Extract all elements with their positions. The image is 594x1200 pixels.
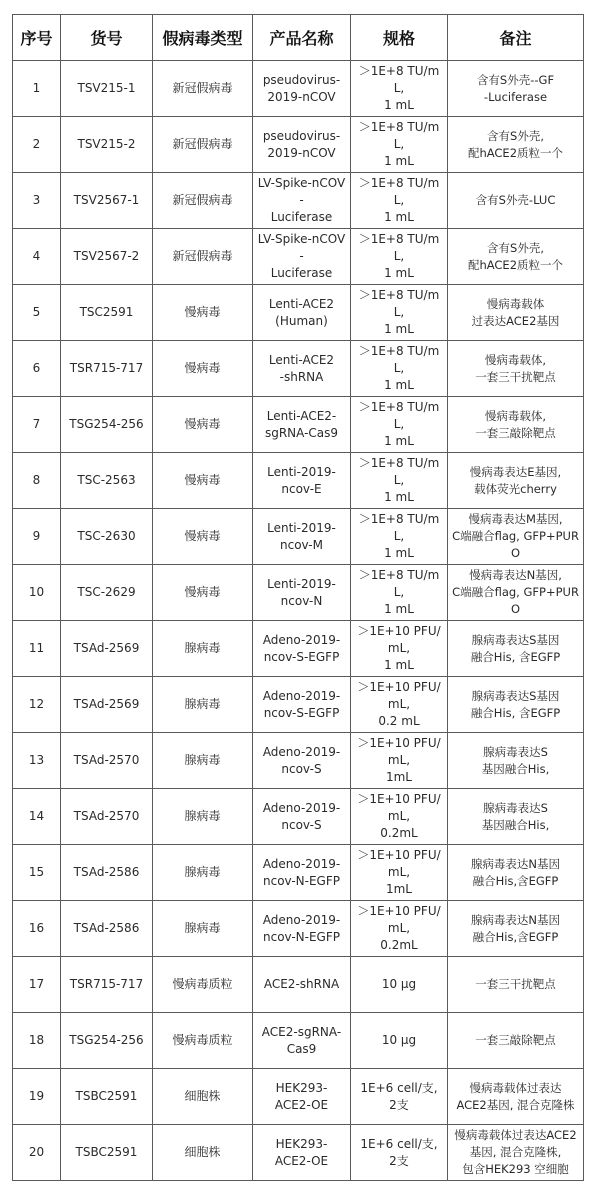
cell-index: 6 (13, 341, 61, 397)
cell-note-line: 配hACE2质粒一个 (467, 145, 564, 160)
cell-product-name-line: pseudovirus- (262, 72, 341, 87)
cell-product-name-line: ncov-N-EGFP (263, 929, 340, 944)
cell-note-line: 腺病毒表达N基因 (470, 912, 561, 927)
table-row (13, 901, 584, 957)
cell-note-line: 慢病毒载体, (484, 352, 547, 367)
cell-spec (351, 845, 448, 901)
cell-product-name-line: sgRNA-Cas9 (264, 425, 339, 440)
cell-note (448, 1069, 584, 1125)
cell-spec-line: ＞1E+10 PFU/mL, (357, 904, 441, 935)
cell-note (448, 845, 584, 901)
cell-spec (351, 789, 448, 845)
cell-product-name-line: LV-Spike-nCOV- (257, 176, 346, 207)
cell-index: 20 (13, 1125, 61, 1181)
cell-spec-line: ＞1E+10 PFU/mL, (357, 848, 441, 879)
cell-spec (351, 509, 448, 565)
cell-product-name (253, 173, 351, 229)
cell-spec-line: ＞1E+8 TU/mL, (358, 64, 440, 95)
cell-product-name (253, 285, 351, 341)
cell-note-line: 基因, 混合克隆株, (469, 1145, 562, 1159)
cell-sku: TSG254-256 (61, 397, 153, 453)
product-table (12, 14, 584, 1181)
cell-sku: TSAd-2569 (61, 677, 153, 733)
cell-product-name-line: ACE2-OE (274, 1097, 329, 1112)
cell-note-line: C端融合flag, GFP+PURO (452, 529, 579, 560)
cell-spec-line: 0.2mL (380, 826, 418, 840)
cell-spec-line: ＞1E+10 PFU/mL, (357, 624, 441, 655)
cell-spec-line: ＞1E+8 TU/mL, (358, 288, 440, 319)
cell-index: 15 (13, 845, 61, 901)
cell-virus-type: 慢病毒质粒 (153, 1013, 253, 1069)
cell-index: 4 (13, 229, 61, 285)
table-row (13, 173, 584, 229)
cell-note-line: 含有S外壳, (487, 128, 544, 143)
table-row (13, 621, 584, 677)
cell-product-name-line: ncov-S-EGFP (263, 649, 340, 664)
cell-product-name (253, 1069, 351, 1125)
cell-virus-type: 细胞株 (153, 1125, 253, 1181)
cell-note-line: 配hACE2质粒一个 (467, 257, 564, 272)
cell-product-name (253, 845, 351, 901)
cell-spec-line: 1 mL (384, 154, 414, 168)
cell-note-line: 过表达ACE2基因 (471, 313, 560, 328)
cell-spec-line: 1mL (385, 882, 412, 896)
cell-note-line: 腺病毒表达S (483, 800, 548, 815)
cell-product-name-line: LV-Spike-nCOV- (257, 232, 346, 263)
cell-note-line: 含有S外壳-LUC (475, 193, 556, 207)
cell-product-name-line: Lenti-ACE2 (268, 296, 335, 311)
cell-virus-type: 新冠假病毒 (153, 117, 253, 173)
cell-index: 5 (13, 285, 61, 341)
cell-product-name-line: Luciferase (270, 266, 333, 280)
cell-note (448, 621, 584, 677)
table-row (13, 509, 584, 565)
cell-note-line: 含有S外壳, (487, 240, 544, 255)
cell-index: 9 (13, 509, 61, 565)
cell-product-name-line: Adeno-2019- (262, 688, 341, 703)
header-spec: 规格 (351, 15, 448, 61)
cell-product-name-line: ACE2-sgRNA- (261, 1024, 342, 1039)
cell-virus-type: 腺病毒 (153, 621, 253, 677)
cell-sku: TSV215-1 (61, 61, 153, 117)
table-row (13, 957, 584, 1013)
cell-sku: TSC-2630 (61, 509, 153, 565)
cell-sku: TSAd-2586 (61, 845, 153, 901)
cell-sku: TSV215-2 (61, 117, 153, 173)
cell-product-name-line: ncov-S (281, 761, 322, 776)
cell-index: 8 (13, 453, 61, 509)
cell-virus-type: 腺病毒 (153, 845, 253, 901)
cell-note (448, 173, 584, 229)
cell-product-name-line: HEK293- (275, 1136, 328, 1151)
cell-spec (351, 61, 448, 117)
cell-spec-line: ＞1E+8 TU/mL, (358, 120, 440, 151)
cell-index: 13 (13, 733, 61, 789)
cell-index: 18 (13, 1013, 61, 1069)
cell-note-line: 载体荧光cherry (474, 481, 557, 496)
cell-spec-line: ＞1E+8 TU/mL, (358, 512, 440, 543)
cell-product-name-line: HEK293- (275, 1080, 328, 1095)
cell-note (448, 397, 584, 453)
cell-product-name-line: 2019-nCOV (267, 145, 336, 160)
table-row (13, 1013, 584, 1069)
cell-spec-line: ＞1E+10 PFU/mL, (357, 680, 441, 711)
cell-sku: TSC-2563 (61, 453, 153, 509)
cell-product-name-line: Adeno-2019- (262, 744, 341, 759)
cell-spec-line: 1 mL (384, 378, 414, 392)
cell-product-name-line: Adeno-2019- (262, 800, 341, 815)
cell-spec-line: 1 mL (384, 602, 414, 616)
cell-note-line: 腺病毒表达N基因 (470, 856, 561, 871)
cell-product-name (253, 957, 351, 1013)
table-row (13, 733, 584, 789)
cell-virus-type: 慢病毒 (153, 285, 253, 341)
cell-product-name-line: 2019-nCOV (267, 89, 336, 104)
cell-virus-type: 新冠假病毒 (153, 173, 253, 229)
cell-spec (351, 341, 448, 397)
cell-note (448, 61, 584, 117)
cell-note (448, 901, 584, 957)
cell-sku: TSV2567-2 (61, 229, 153, 285)
cell-spec-line: 1 mL (384, 266, 414, 280)
cell-spec-line: 1 mL (384, 98, 414, 112)
table-row (13, 61, 584, 117)
cell-product-name-line: Lenti-ACE2 (268, 352, 335, 367)
cell-note-line: 含有S外壳--GF (476, 72, 555, 87)
cell-spec (351, 1125, 448, 1181)
header-virus-type: 假病毒类型 (153, 15, 253, 61)
cell-index: 12 (13, 677, 61, 733)
cell-virus-type: 慢病毒质粒 (153, 957, 253, 1013)
product-table-container (12, 14, 583, 1181)
cell-product-name (253, 117, 351, 173)
cell-spec-line: ＞1E+8 TU/mL, (358, 176, 440, 207)
cell-spec-line: ＞1E+8 TU/mL, (358, 232, 440, 263)
cell-product-name-line: ncov-M (279, 537, 323, 552)
header-sku: 货号 (61, 15, 153, 61)
cell-virus-type: 慢病毒 (153, 509, 253, 565)
cell-index: 10 (13, 565, 61, 621)
table-row (13, 341, 584, 397)
cell-spec-line: 1 mL (384, 210, 414, 224)
cell-product-name-line: ncov-E (281, 481, 322, 496)
cell-product-name-line: Adeno-2019- (262, 632, 341, 647)
cell-note-line: 腺病毒表达S基因 (471, 688, 560, 703)
cell-sku: TSR715-717 (61, 341, 153, 397)
cell-spec-line: ＞1E+10 PFU/mL, (357, 792, 441, 823)
cell-product-name (253, 229, 351, 285)
cell-note-line: 融合His,含EGFP (472, 873, 559, 888)
cell-virus-type: 腺病毒 (153, 733, 253, 789)
cell-note-line: 融合His,含EGFP (472, 929, 559, 944)
cell-index: 17 (13, 957, 61, 1013)
cell-note-line: 一套三干扰靶点 (475, 977, 556, 991)
table-row (13, 845, 584, 901)
cell-product-name (253, 61, 351, 117)
cell-product-name-line: Lenti-2019- (267, 520, 336, 535)
cell-product-name-line: ncov-S (281, 817, 322, 832)
cell-product-name-line: (Human) (275, 313, 328, 328)
cell-virus-type: 慢病毒 (153, 341, 253, 397)
cell-spec (351, 957, 448, 1013)
cell-virus-type: 腺病毒 (153, 901, 253, 957)
cell-note-line: 包含HEK293 空细胞 (462, 1162, 569, 1176)
cell-note-line: 一套三敲除靶点 (475, 425, 556, 440)
cell-product-name (253, 1013, 351, 1069)
table-row (13, 1125, 584, 1181)
cell-note (448, 677, 584, 733)
table-row (13, 229, 584, 285)
cell-product-name-line: Cas9 (286, 1041, 317, 1056)
table-header-row (13, 15, 584, 61)
cell-note (448, 733, 584, 789)
cell-virus-type: 慢病毒 (153, 565, 253, 621)
cell-note (448, 565, 584, 621)
cell-sku: TSAd-2569 (61, 621, 153, 677)
cell-product-name-line: ncov-N (280, 593, 323, 608)
cell-spec-line: ＞1E+8 TU/mL, (358, 568, 440, 599)
cell-virus-type: 新冠假病毒 (153, 229, 253, 285)
cell-virus-type: 新冠假病毒 (153, 61, 253, 117)
cell-note-line: 慢病毒载体过表达 (469, 1080, 562, 1095)
cell-product-name (253, 509, 351, 565)
cell-spec-line: 1 mL (384, 434, 414, 448)
cell-note-line: 腺病毒表达S基因 (471, 632, 560, 647)
cell-product-name-line: Lenti-2019- (267, 576, 336, 591)
cell-index: 11 (13, 621, 61, 677)
cell-spec (351, 621, 448, 677)
cell-note-line: 融合His, 含EGFP (470, 705, 561, 720)
cell-virus-type: 腺病毒 (153, 789, 253, 845)
cell-spec-line: 1 mL (384, 658, 414, 672)
cell-product-name (253, 789, 351, 845)
cell-spec-line: 1 mL (384, 490, 414, 504)
cell-note-line: 基因融合His, (481, 761, 550, 776)
cell-spec (351, 117, 448, 173)
cell-product-name-line: -shRNA (279, 369, 324, 384)
cell-index: 19 (13, 1069, 61, 1125)
cell-sku: TSAd-2586 (61, 901, 153, 957)
cell-spec-line: ＞1E+8 TU/mL, (358, 456, 440, 487)
cell-product-name (253, 1125, 351, 1181)
table-body (13, 61, 584, 1181)
cell-note-line: 慢病毒载体 (486, 296, 545, 311)
header-note: 备注 (448, 15, 584, 61)
cell-spec (351, 173, 448, 229)
cell-index: 7 (13, 397, 61, 453)
cell-note-line: 基因融合His, (481, 817, 550, 832)
cell-spec-line: 10 μg (381, 1033, 417, 1047)
cell-note (448, 509, 584, 565)
cell-note-line: 融合His, 含EGFP (470, 649, 561, 664)
cell-spec-line: 1E+6 cell/支, (360, 1080, 438, 1095)
cell-note (448, 341, 584, 397)
cell-index: 2 (13, 117, 61, 173)
cell-spec (351, 285, 448, 341)
table-row (13, 565, 584, 621)
cell-spec-line: 2支 (389, 1097, 409, 1112)
cell-spec (351, 565, 448, 621)
cell-product-name-line: Luciferase (270, 210, 333, 224)
table-row (13, 397, 584, 453)
cell-product-name-line: ncov-N-EGFP (263, 873, 340, 888)
cell-spec-line: 10 μg (381, 977, 417, 991)
cell-sku: TSR715-717 (61, 957, 153, 1013)
cell-index: 16 (13, 901, 61, 957)
cell-virus-type: 慢病毒 (153, 453, 253, 509)
cell-note-line: 慢病毒表达E基因, (469, 464, 562, 479)
cell-product-name (253, 565, 351, 621)
cell-sku: TSC-2629 (61, 565, 153, 621)
cell-sku: TSBC2591 (61, 1125, 153, 1181)
cell-note (448, 285, 584, 341)
cell-spec-line: 0.2 mL (378, 714, 420, 728)
cell-note (448, 957, 584, 1013)
header-index: 序号 (13, 15, 61, 61)
cell-spec-line: 2支 (389, 1153, 409, 1168)
cell-sku: TSAd-2570 (61, 789, 153, 845)
cell-note (448, 453, 584, 509)
cell-virus-type: 慢病毒 (153, 397, 253, 453)
cell-spec (351, 677, 448, 733)
cell-note-line: 慢病毒载体, (484, 408, 547, 423)
cell-spec-line: 1mL (385, 770, 412, 784)
cell-spec (351, 453, 448, 509)
header-product-name: 产品名称 (253, 15, 351, 61)
cell-sku: TSBC2591 (61, 1069, 153, 1125)
cell-product-name (253, 621, 351, 677)
cell-sku: TSG254-256 (61, 1013, 153, 1069)
cell-note (448, 229, 584, 285)
cell-spec-line: ＞1E+10 PFU/mL, (357, 736, 441, 767)
cell-product-name (253, 901, 351, 957)
cell-note (448, 1125, 584, 1181)
cell-product-name (253, 733, 351, 789)
cell-spec (351, 1069, 448, 1125)
cell-spec-line: 1 mL (384, 322, 414, 336)
cell-sku: TSC2591 (61, 285, 153, 341)
cell-note (448, 1013, 584, 1069)
cell-note (448, 789, 584, 845)
cell-spec-line: 0.2mL (380, 938, 418, 952)
cell-note (448, 117, 584, 173)
cell-note-line: -Luciferase (483, 89, 548, 104)
cell-note-line: 一套三干扰靶点 (475, 369, 556, 384)
cell-product-name-line: ncov-S-EGFP (263, 705, 340, 720)
cell-spec-line: ＞1E+8 TU/mL, (358, 400, 440, 431)
cell-product-name (253, 341, 351, 397)
cell-product-name-line: Adeno-2019- (262, 856, 341, 871)
cell-product-name-line: Lenti-2019- (267, 464, 336, 479)
cell-spec (351, 229, 448, 285)
cell-index: 14 (13, 789, 61, 845)
cell-virus-type: 细胞株 (153, 1069, 253, 1125)
cell-product-name (253, 397, 351, 453)
cell-product-name-line: Adeno-2019- (262, 912, 341, 927)
cell-product-name-line: ACE2-OE (274, 1153, 329, 1168)
cell-sku: TSAd-2570 (61, 733, 153, 789)
cell-note-line: 慢病毒表达N基因, (469, 568, 562, 582)
cell-product-name (253, 677, 351, 733)
table-row (13, 789, 584, 845)
cell-product-name-line: Lenti-ACE2- (266, 408, 337, 423)
cell-sku: TSV2567-1 (61, 173, 153, 229)
table-row (13, 677, 584, 733)
cell-note-line: 慢病毒载体过表达ACE2 (454, 1128, 577, 1142)
cell-virus-type: 腺病毒 (153, 677, 253, 733)
table-row (13, 285, 584, 341)
cell-product-name-line: pseudovirus- (262, 128, 341, 143)
cell-product-name (253, 453, 351, 509)
cell-index: 1 (13, 61, 61, 117)
cell-note-line: 腺病毒表达S (483, 744, 548, 759)
table-row (13, 117, 584, 173)
cell-spec (351, 733, 448, 789)
cell-product-name-line: ACE2-shRNA (263, 977, 340, 991)
cell-note-line: 一套三敲除靶点 (475, 1033, 556, 1047)
cell-note-line: 慢病毒表达M基因, (468, 512, 563, 526)
cell-note-line: ACE2基因, 混合克隆株 (456, 1097, 575, 1112)
cell-spec (351, 1013, 448, 1069)
cell-spec (351, 901, 448, 957)
table-row (13, 453, 584, 509)
cell-note-line: C端融合flag, GFP+PURO (452, 585, 579, 616)
cell-index: 3 (13, 173, 61, 229)
table-row (13, 1069, 584, 1125)
cell-spec-line: 1E+6 cell/支, (360, 1136, 438, 1151)
cell-spec-line: 1 mL (384, 546, 414, 560)
cell-spec (351, 397, 448, 453)
cell-spec-line: ＞1E+8 TU/mL, (358, 344, 440, 375)
